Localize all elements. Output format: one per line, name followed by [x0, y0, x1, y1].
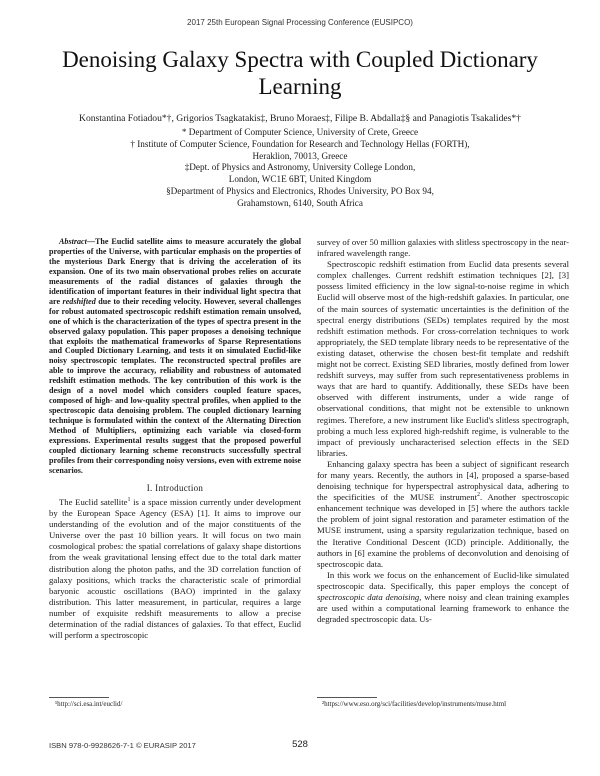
- abstract-text-continued: due to their receding velocity. However, several challenges for robust automated spectroscopic redshift estimation remain unsolved, one of which is the characterization of the types of spectra present in the observed galaxy population. This paper proposes a denoising technique that exploits the mathematical frameworks of Sparse Representations and Coupled Dictionary Learning, and tests it on simulated Euclid-like noisy spectroscopic templates. The reconstructed spectral profiles are able to improve the accuracy, reliability and robustness of automated redshift estimation methods. The key contribution of this work is the design of a novel model which considers coupled feature spaces, composed of high- and low-quality spectral profiles, when applied to the spectroscopic data denoising problem. The coupled dictionary learning technique is formulated within the context of the Alternating Direction Method of Multipliers, optimizing each variable via closed-form expressions. Experimental results suggest that the proposed powerful coupled dictionary learning scheme reconstructs successfully spectral profiles from their corresponding noisy versions, even with extreme noise scenarios.: [49, 296, 301, 475]
- affiliation-line: Grahamstown, 6140, South Africa: [237, 197, 363, 208]
- body-text: In this work we focus on the enhancement of Euclid-like simulated spectroscopic data. Specifically, this paper employs the concept of: [317, 569, 569, 591]
- body-paragraph: Spectroscopic redshift estimation from Euclid data presents several complex challenges. Current redshift estimation techniques [2], [3] possess limited efficiency in the low signal-to-noise regime in which Euclid will observe most of the high-redshift galaxies. In particular, one of the main sources of systematic uncertainties is the definition of the spectral energy distributions (SEDs) templates required by the most redshift estimation methods. For cross-correlation techniques to work appropriately, the SED template library needs to be representative of the existing dataset, otherwise the chosen best-fit template and redshift might not be correct. Existing SED libraries, mostly defined from lower redshift surveys, may suffer from such representativeness problems in ways that are hard to quantify. Additionally, these SEDs have been observed with different instruments, under a wide range of observational conditions, that might not be extensible to unknown regimes. Therefore, a new instrument like Euclid's slitless spectrograph, probing a much less explored high-redshift regime, is vulnerable to the impact of previously uncharacterised selection effects in the SED libraries.: [317, 259, 569, 458]
- footnote-marker: 1: [127, 497, 131, 504]
- affiliation-line: London, WC1E 6BT, United Kingdom: [228, 174, 372, 185]
- affiliation-line: * Department of Computer Science, University of Crete, Greece: [181, 127, 419, 137]
- abstract: [49, 237, 301, 476]
- right-column: [317, 237, 569, 625]
- body-text-continued: . Another spectroscopic enhancement technique was developed in [5] where the authors tackle the problem of joint signal restoration and parameter estimation of the MUSE instrument, using a sparsity regularization technique, based on the Iterative Conditional Descent (ICD) principle. Additionally, the authors in [6] examine the problems of deconvolution and denoising of spectroscopic data.: [317, 492, 570, 569]
- intro-paragraph: [49, 497, 301, 641]
- author-list: Konstantina Fotiadou*†, Grigorios Tsagkatakis‡, Bruno Moraes‡, Filipe B. Abdalla‡§ and Panagiotis Tsakalides*†: [79, 113, 521, 124]
- footer-isbn: ISBN 978-0-9928626-7-1 © EURASIP 2017: [49, 741, 196, 750]
- left-column: [49, 237, 301, 641]
- body-paragraph: [317, 570, 569, 625]
- affiliation-line: † Institute of Computer Science, Foundation for Research and Technology Hellas (FORTH),: [130, 138, 470, 149]
- conference-header: 2017 25th European Signal Processing Conference (EUSIPCO): [187, 18, 413, 27]
- abstract-emphasis: redshifted: [62, 296, 96, 306]
- body-paragraph: survey of over 50 million galaxies with slitless spectroscopy in the near-infrared wavelength range.: [317, 237, 569, 259]
- emphasis-text: spectroscopic data denoising: [317, 592, 420, 602]
- intro-text: The Euclid satellite: [59, 496, 128, 507]
- footnote-rule: [317, 697, 377, 698]
- body-text-continued: , where noisy and clean training examples are used within a computational learning framework to enhance the degraded spectroscopic data. Us-: [317, 592, 569, 625]
- page-number: 528: [292, 739, 308, 750]
- footnote-right: ²https://www.eso.org/sci/facilities/develop/instruments/muse.html: [322, 700, 507, 708]
- abstract-label: Abstract: [59, 237, 87, 246]
- body-text: Enhancing galaxy spectra has been a subject of significant research for many years. Recently, the authors in [4], proposed a sparse-based denoising technique for hyperspectral astrophysical data, adhering to the specificities of the MUSE instrument: [317, 458, 569, 503]
- body-paragraph: [317, 459, 569, 570]
- abstract-text: —The Euclid satellite aims to measure accurately the global properties of the Universe, with particular emphasis on the properties of the mysterious Dark Energy that is driving the acceleration of its expansion. One of its two main observational probes relies on accurate measurements of the radial distances of galaxies through the identification of important features in their individual light spectra that are: [49, 237, 301, 306]
- affiliations: [50, 127, 550, 210]
- footnote-marker: 2: [477, 492, 481, 499]
- footnote-rule: [49, 697, 109, 698]
- intro-text-continued: is a space mission currently under development by the European Space Agency (ESA) [1]. It aims to improve our understanding of the evolution and of the major constituents of the Universe over the past 10 billion years. It will focus on two main cosmological probes: the spatial correlations of galaxy shape distortions from the weak gravitational lensing effect due to the total dark matter distribution along the photon paths, and the 3D correlation function of galaxy positions, which tracks the characteristic scale of primordial baryonic acoustic oscillations (BAO) imprinted in the galaxy distribution. This latter measurement, in particular, requires a large number of exquisite redshift measurements to allow a precise determination of the radial distances of galaxies. To that effect, Euclid will perform a spectroscopic: [49, 496, 301, 641]
- affiliation-line: §Department of Physics and Electronics, Rhodes University, PO Box 94,: [166, 185, 434, 196]
- affiliation-line: Heraklion, 70013, Greece: [252, 150, 348, 161]
- paper-title: Denoising Galaxy Spectra with Coupled Dictionary Learning: [62, 47, 538, 99]
- section-heading-introduction: I. Introduction: [146, 482, 204, 493]
- footnote-left: ¹http://sci.esa.int/euclid/: [55, 700, 123, 708]
- affiliation-line: ‡Dept. of Physics and Astronomy, University College London,: [184, 162, 416, 173]
